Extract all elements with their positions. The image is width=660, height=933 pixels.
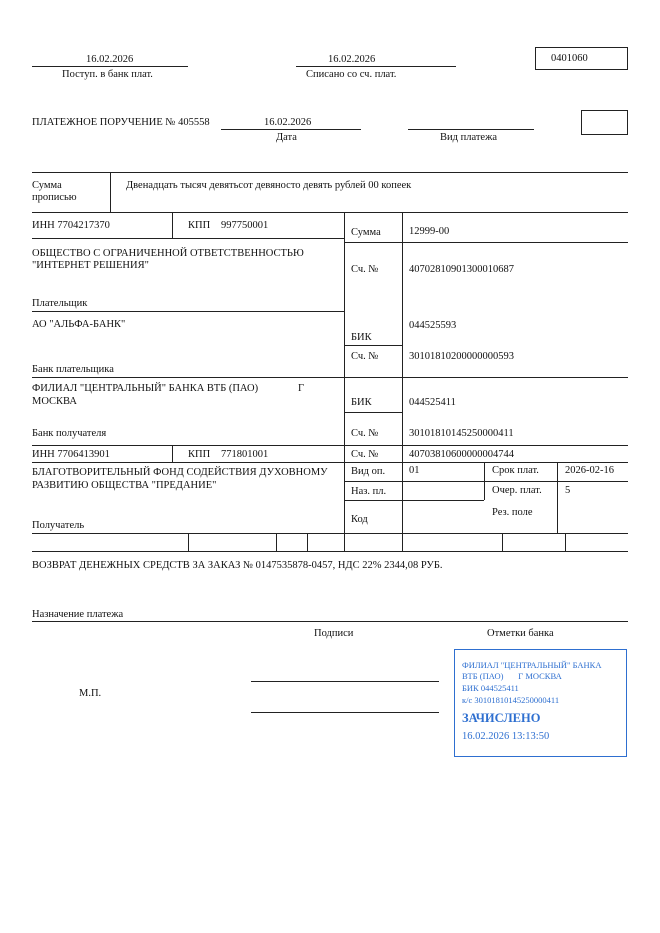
grid-vline-484 [484,462,485,500]
op-type: 01 [409,465,420,476]
payer-name-line-1: ОБЩЕСТВО С ОГРАНИЧЕННОЙ ОТВЕТСТВЕННОСТЬЮ [32,248,304,259]
recipient-bank-account-label: Сч. № [351,428,379,439]
recipient-bank-name-line-2: МОСКВА [32,396,77,407]
received-date-line [32,66,188,67]
queue-label: Очер. плат. [492,485,542,496]
stamp-line-1: ФИЛИАЛ "ЦЕНТРАЛЬНЫЙ" БАНКА [462,660,602,670]
grid-vline-188 [188,533,189,551]
grid-vline-502 [502,533,503,551]
recipient-account: 40703810600000004744 [409,449,514,460]
grid-line-242 [344,242,628,243]
signatures-label: Подписи [314,628,354,639]
recipient-inn: ИНН 7706413901 [32,449,110,460]
stamp-line-4: к/с 30101810145250000411 [462,695,560,705]
grid-vline-557 [557,462,558,533]
op-type-label: Вид оп. [351,466,386,477]
recipient-account-label: Сч. № [351,449,379,460]
grid-vline-565 [565,533,566,551]
payer-kpp-label: КПП [188,220,211,231]
grid-line-412 [344,412,402,413]
order-date: 16.02.2026 [264,117,312,128]
grid-vline-276 [276,533,277,551]
grid-line-445 [32,445,628,446]
payment-type-label: Вид платежа [440,132,498,143]
grid-line-311 [32,311,344,312]
purpose-code-label: Наз. пл. [351,486,387,497]
payer-account: 40702810901300010687 [409,264,514,275]
amount-divider [110,172,111,212]
payer-bank-account-label: Сч. № [351,351,379,362]
debited-date-line [296,66,456,67]
term-label: Срок плат. [492,465,539,476]
recipient-bank-name-line-1: ФИЛИАЛ "ЦЕНТРАЛЬНЫЙ" БАНКА ВТБ (ПАО) [32,383,259,394]
payer-account-label: Сч. № [351,264,379,275]
grid-line-500 [344,500,484,501]
grid-line-212 [32,212,628,213]
received-label: Поступ. в банк плат. [62,69,153,80]
amount-words-label-1: Сумма [32,180,62,191]
purpose-label: Назначение платежа [32,609,124,620]
recipient-kpp-label: КПП [188,449,211,460]
grid-vline-307 [307,533,308,551]
grid-vline-172a [172,212,173,238]
grid-line-462 [32,462,628,463]
received-date: 16.02.2026 [86,54,134,65]
stamp-status: ЗАЧИСЛЕНО [462,711,541,725]
code-label: Код [351,514,368,525]
payer-sum: 12999-00 [409,226,450,237]
amount-words-label-2: прописью [32,192,77,203]
payer-kpp: 997750001 [221,220,269,231]
payer-bank-account: 30101810200000000593 [409,351,514,362]
debited-label: Списано со сч. плат. [306,69,397,80]
reserve-label: Рез. поле [492,507,533,518]
grid-line-377 [32,377,628,378]
stamp-datetime: 16.02.2026 13:13:50 [462,731,550,742]
grid-line-481 [344,481,628,482]
payer-label: Плательщик [32,298,88,309]
grid-line-238a [32,238,172,239]
amount-words-text: Двенадцать тысяч девятьсот девяносто девять рублей 00 копеек [126,180,412,191]
purpose-line [32,621,628,622]
recipient-bank-label: Банк получателя [32,428,107,439]
payer-bank-bik-label: БИК [351,332,372,343]
grid-vline-344 [344,212,345,551]
recipient-name-line-1: БЛАГОТВОРИТЕЛЬНЫЙ ФОНД СОДЕЙСТВИЯ ДУХОВНОМУ [32,467,328,478]
recipient-bank-bik-label: БИК [351,397,372,408]
stamp-line-2: ВТБ (ПАО) Г МОСКВА [462,671,562,681]
seal-label: М.П. [79,688,102,699]
order-date-line [221,129,361,130]
grid-vline-402 [402,212,403,551]
recipient-bank-account: 30101810145250000411 [409,428,514,439]
grid-line-551 [32,551,628,552]
payer-bank-bik: 044525593 [409,320,457,331]
grid-line-345 [344,345,402,346]
recipient-bank-bik: 044525411 [409,397,456,408]
order-title: ПЛАТЕЖНОЕ ПОРУЧЕНИЕ № 405558 [32,117,210,128]
payer-name-line-2: "ИНТЕРНЕТ РЕШЕНИЯ" [32,260,149,271]
recipient-name-line-2: РАЗВИТИЮ ОБЩЕСТВА "ПРЕДАНИЕ" [32,480,217,491]
grid-vline-172b [172,445,173,462]
payment-type-line [408,129,534,130]
debited-date: 16.02.2026 [328,54,376,65]
amount-top-line [32,172,628,173]
bank-stamp [454,649,627,757]
order-date-label: Дата [276,132,297,143]
grid-line-238b [172,238,344,239]
grid-line-533 [32,533,628,534]
recipient-bank-name-g: Г [298,383,305,394]
bank-marks-label: Отметки банка [487,628,554,639]
purpose-text: ВОЗВРАТ ДЕНЕЖНЫХ СРЕДСТВ ЗА ЗАКАЗ № 0147535878-0457, НДС 22% 2344,08 РУБ. [32,560,443,571]
payer-bank-label: Банк плательщика [32,364,114,375]
signature-line-1[interactable] [251,681,439,682]
payer-bank-name: АО "АЛЬФА-БАНК" [32,319,126,330]
stamp-line-3: БИК 044525411 [462,683,519,693]
recipient-kpp: 771801001 [221,449,269,460]
payer-sum-label: Сумма [351,227,381,238]
recipient-label: Получатель [32,520,85,531]
queue: 5 [565,485,571,496]
signature-line-2[interactable] [251,712,439,713]
term: 2026-02-16 [565,465,614,476]
form-code: 0401060 [551,53,588,64]
payer-inn: ИНН 7704217370 [32,220,110,231]
status-box [581,110,628,135]
